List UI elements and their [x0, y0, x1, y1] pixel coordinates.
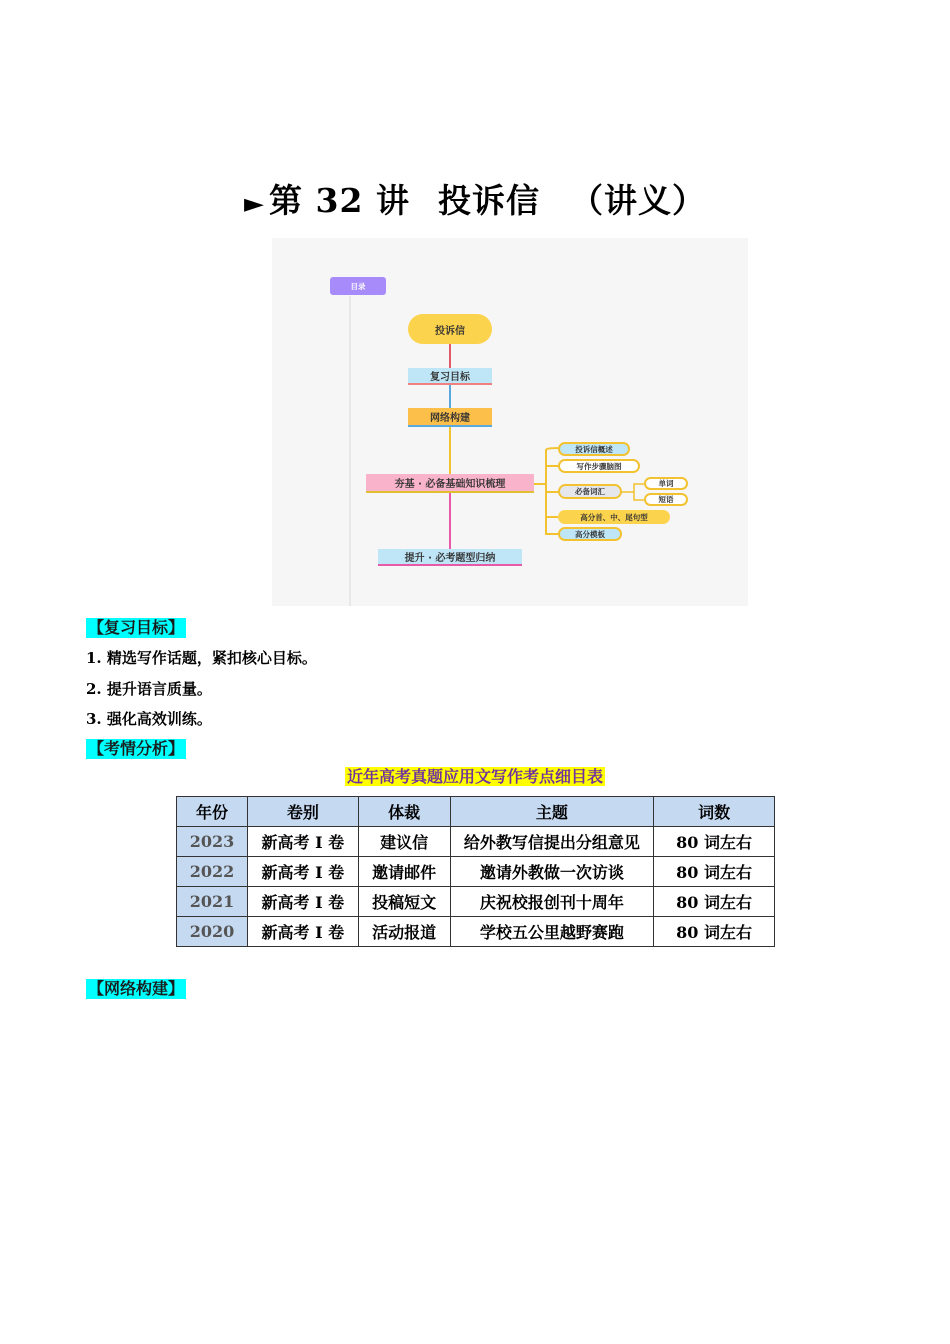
header-word-count: 词数 — [654, 797, 775, 827]
mindmap-steps: 写作步骤脑图 — [558, 459, 640, 473]
cell-genre: 建议信 — [358, 827, 450, 857]
mindmap-catalog: 目录 — [330, 277, 386, 295]
cell-word-count: 80 词左右 — [654, 917, 775, 947]
mindmap-sentences: 高分首、中、尾句型 — [558, 510, 670, 524]
mindmap-improve: 提升 · 必考题型归纳 — [378, 549, 522, 566]
cell-word-count: 80 词左右 — [654, 887, 775, 917]
mindmap-review-goal: 复习目标 — [408, 368, 492, 385]
cell-year: 2022 — [177, 857, 248, 887]
table-caption: 近年高考真题应用文写作考点细目表 — [346, 767, 603, 786]
section-review-goals: 【复习目标】 — [88, 618, 185, 637]
cell-paper: 新高考 I 卷 — [247, 827, 358, 857]
cell-genre: 活动报道 — [358, 917, 450, 947]
goal-item: 2. 提升语言质量。 — [86, 680, 212, 698]
cell-year: 2023 — [177, 827, 248, 857]
cell-genre: 邀请邮件 — [358, 857, 450, 887]
cell-paper: 新高考 I 卷 — [247, 857, 358, 887]
cell-paper: 新高考 I 卷 — [247, 887, 358, 917]
cell-theme: 给外教写信提出分组意见 — [450, 827, 654, 857]
header-paper: 卷别 — [247, 797, 358, 827]
table-header-row — [177, 797, 775, 827]
mindmap-diagram — [272, 238, 748, 606]
triangle-icon: ► — [244, 189, 266, 219]
cell-year: 2020 — [177, 917, 248, 947]
table-row — [177, 857, 775, 887]
section-network: 【网络构建】 — [88, 979, 185, 998]
cell-word-count: 80 词左右 — [654, 827, 775, 857]
exam-table — [176, 796, 775, 947]
lecture-topic: 投诉信 — [437, 181, 540, 220]
table-row — [177, 917, 775, 947]
page-title — [0, 175, 950, 222]
lecture-suffix: （讲义） — [569, 181, 706, 220]
cell-word-count: 80 词左右 — [654, 857, 775, 887]
mindmap-template: 高分模板 — [558, 527, 622, 541]
goal-item: 1. 精选写作话题，紧扣核心目标。 — [86, 649, 317, 667]
cell-theme: 学校五公里越野赛跑 — [450, 917, 654, 947]
mindmap-vocab: 必备词汇 — [558, 484, 622, 499]
header-genre: 体裁 — [358, 797, 450, 827]
mindmap-network: 网络构建 — [408, 408, 492, 427]
mindmap-phrases: 短语 — [644, 493, 688, 506]
cell-year: 2021 — [177, 887, 248, 917]
table-row — [177, 887, 775, 917]
mindmap-root: 投诉信 — [408, 314, 492, 344]
mindmap-foundation: 夯基 · 必备基础知识梳理 — [366, 474, 534, 493]
mindmap-words: 单词 — [644, 477, 688, 490]
header-year: 年份 — [177, 797, 248, 827]
cell-theme: 庆祝校报创刊十周年 — [450, 887, 654, 917]
cell-theme: 邀请外教做一次访谈 — [450, 857, 654, 887]
goal-item: 3. 强化高效训练。 — [86, 710, 212, 728]
section-exam-analysis: 【考情分析】 — [88, 739, 185, 758]
header-theme: 主题 — [450, 797, 654, 827]
mindmap-overview: 投诉信概述 — [558, 442, 630, 456]
cell-genre: 投稿短文 — [358, 887, 450, 917]
lecture-number: 第 32 讲 — [269, 181, 410, 220]
cell-paper: 新高考 I 卷 — [247, 917, 358, 947]
table-row — [177, 827, 775, 857]
